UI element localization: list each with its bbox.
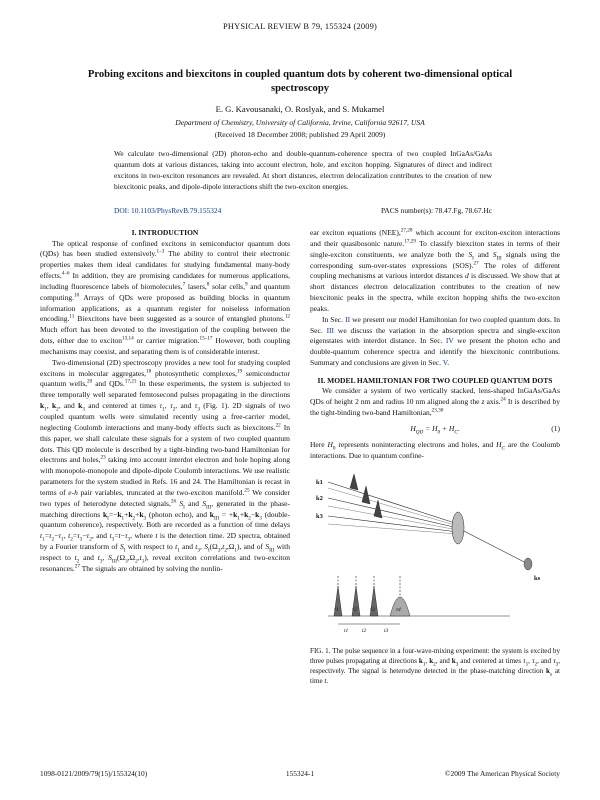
intro-paragraph-3: In Sec. II we present our model Hamiltonian for two coupled quantum dots. In Sec. III we discuss the variation in the absorption spectra and single-exciton eigenstates with interdot distance. In Sec. IV we present the photon echo and double-quantum coherence spectra and identify the biexcitonic contributions. Summary and conclusions are given in Sec. V.: [310, 314, 561, 368]
equation-number: (1): [551, 424, 560, 433]
authors: E. G. Kavousanaki, O. Roslyak, and S. Mukamel: [215, 104, 385, 114]
doi-line: [114, 206, 492, 215]
label-ks: ks: [534, 574, 541, 582]
pacs-numbers: PACS number(s): 78.47.Fg, 78.67.Hc: [380, 206, 492, 215]
intro-paragraph-2-continued: ear exciton equations (NEE),$^{27,28}$ which account for exciton-exciton interactions and their quasibosonic nature.$^{17,29}$ To classify biexciton states in terms of their single-exciton constituents, we analyze both the $S_I$ and $S_{III}$ signals using the corresponding sum-over-states expressions (SOS).$^{27}$ The roles of different coupling mechanisms at various interdot distances d is discussed. We show that at short distances electron delocalization contributes to the creation of new biexcitonic peaks in the spectra, while exciton hopping shifts the two-exciton peaks.: [310, 227, 560, 313]
section-heading-introduction: I. INTRODUCTION: [131, 228, 199, 237]
affiliation: Department of Chemistry, University of California, Irvine, California 92617, USA: [175, 118, 425, 127]
footer-page-number: 155324-1: [285, 769, 315, 778]
label-t2: t2: [362, 627, 367, 634]
right-column: [310, 228, 560, 687]
label-tau2: τ2: [352, 606, 357, 613]
pulse-envelopes: [350, 474, 382, 518]
footer-copyright: ©2009 The American Physical Society: [444, 769, 560, 778]
label-tau4: τ4: [396, 606, 401, 613]
beam-ks: [458, 528, 532, 566]
detector-lens: [524, 558, 532, 570]
intro-paragraph-1: The optical response of confined excitons in semiconductor quantum dots (QDs) has been studied extensively.$^{1-3}$ The ability to control their electronic properties makes them ideal candidates for studying fundamental many-body effects.$^{4-6}$ In addition, they are promising candidates for numerous applications, including fluorescence labels of biomolecules,$^7$ lasers,$^8$ solar cells,$^9$ and quantum computing.$^{10}$ Arrays of QDs were proposed as building blocks in quantum information applications, as a quantum register for noiseless information encoding.$^{11}$ Biexcitons have been suggested as a source of entangled photons.$^{12}$ Much effort has been devoted to the investigation of the coupling between the dots, either due to exciton$^{13,14}$ or carrier migration.$^{15-17}$ However, both coupling mechanisms may coexist, and separating them is of considerable interest.: [40, 238, 290, 356]
model-paragraph-1: We consider a system of two vertically stacked, lens-shaped InGaAs/GaAs QDs of height 2 nm and radius 10 nm aligned along the z axis.$^{24}$ It is described by the tight-binding two-band Hamiltonian,$^{23,30}$: [310, 386, 560, 418]
journal-header: PHYSICAL REVIEW B 79, 155324 (2009): [222, 22, 378, 31]
label-k1: k1: [316, 478, 323, 486]
abstract: We calculate two-dimensional (2D) photon-echo and double-quantum-coherence spectra of two coupled InGaAs/GaAs quantum dots at various distances, taking into account electron, hole, and exciton hopping. Signatures of direct and indirect excitons in two-exciton resonances are revealed. At short distances, electron delocalization contributes to the creation of new biexcitonic peaks, and dipole-dipole interactions shift the two-exciton energies.: [114, 149, 492, 191]
pulse-1: [350, 474, 358, 490]
model-paragraph-2: Here $H_0$ represents noninteracting electrons and holes, and $H_C$ are the Coulomb interactions. Due to quantum confine-: [310, 440, 560, 460]
figure-1-caption: FIG. 1. The pulse sequence in a four-wave-mixing experiment: the system is excited by three pulses propagating at directions $k_1$, $k_2$, and $k_3$ and centered at times $\tau_1$, $\tau_2$, and $\tau_3$, respectively. The signal is heterodyne detected in the phase-matching direction $k_s$ at time t.: [310, 646, 561, 686]
intro-paragraph-2: Two-dimensional (2D) spectroscopy provides a new tool for studying coupled excitons in molecular aggregates,$^{18}$ photosynthetic complexes,$^{19}$ semiconductor quantum wells,$^{20}$ and QDs.$^{17,21}$ In these experiments, the system is subjected to three temporally well separated femtosecond pulses propagating in the directions $k_1$, $k_2$, and $k_3$ and centered at times $\tau_1$, $\tau_2$, and $\tau_3$ (Fig. 1). 2D signals of two coupled quantum wells were simulated recently using a free-carrier model, neglecting Coulomb interactions and many-body effects such as biexcitons.$^{22}$ In this paper, we shall calculate these signals for a system of two coupled quantum dots. This QD molecule is described by a tight-binding two-band Hamiltonian for electrons and holes,$^{23}$ taking into account interdot electron and hole hoping along with monopole-monopole and dipole-dipole Coulomb interactions. We use realistic parameters for the system studied in Refs. 16 and 24. The Hamiltonian is recast in terms of e-h pair variables, truncated at the two-exciton manifold.$^{25}$ We consider two types of heterodyne detected signals,$^{26}$ $S_I$ and $S_{III}$, generated in the phase-matching directions $k_I=-k_1+k_2+k_3$ (photon echo), and $k_{III} = +k_1+k_2-k_3$ (double-quantum coherence), respectively. Both are recorded as a function of time delays $t_1=\tau_2-\tau_1$, $t_2=\tau_3-\tau_2$, and $t_3=t-\tau_3$, where t is the detection time. 2D spectra, obtained by a Fourier transform of $S_I$ with respect to $t_1$ and $t_3$, $S_I(\Omega_3,t_2,\Omega_1)$, and of $S_{III}$ with respect to $t_2$ and $t_3$, $S_{III}(\Omega_3,\Omega_2,t_1)$, reveal exciton correlations and two-exciton resonances.$^{27}$ The signals are obtained by solving the nonlin-: [40, 357, 291, 573]
beam-k2: [328, 498, 458, 528]
figure-1: [310, 466, 560, 644]
label-tau3: τ3: [370, 606, 375, 613]
label-k2: k2: [316, 494, 323, 502]
label-t3: t3: [384, 627, 389, 634]
beam-k3: [328, 516, 458, 532]
beam-k1: [328, 482, 458, 524]
label-tau1: τ1: [334, 606, 339, 613]
section-heading-model: II. MODEL HAMILTONIAN FOR TWO COUPLED QUANTUM DOTS: [317, 375, 553, 385]
label-t1: t1: [344, 627, 349, 634]
received-dates: (Received 18 December 2008; published 29 April 2009): [214, 130, 386, 139]
paper-title: Probing excitons and biexcitons in coupled quantum dots by coherent two-dimensional optical spectroscopy: [87, 69, 513, 94]
footer-issn: 1098-0121/2009/79(15)/155324(10): [40, 769, 148, 778]
left-column: [40, 228, 290, 575]
sample: [452, 512, 464, 544]
equation-body: $H_{QD} = H_0 + H_C$.: [410, 424, 460, 436]
doi-link[interactable]: DOI: 10.1103/PhysRevB.79.155324: [114, 206, 222, 215]
equation-1: [310, 422, 560, 437]
pulse-sequence-diagram: [310, 466, 560, 644]
label-k3: k3: [316, 512, 323, 520]
